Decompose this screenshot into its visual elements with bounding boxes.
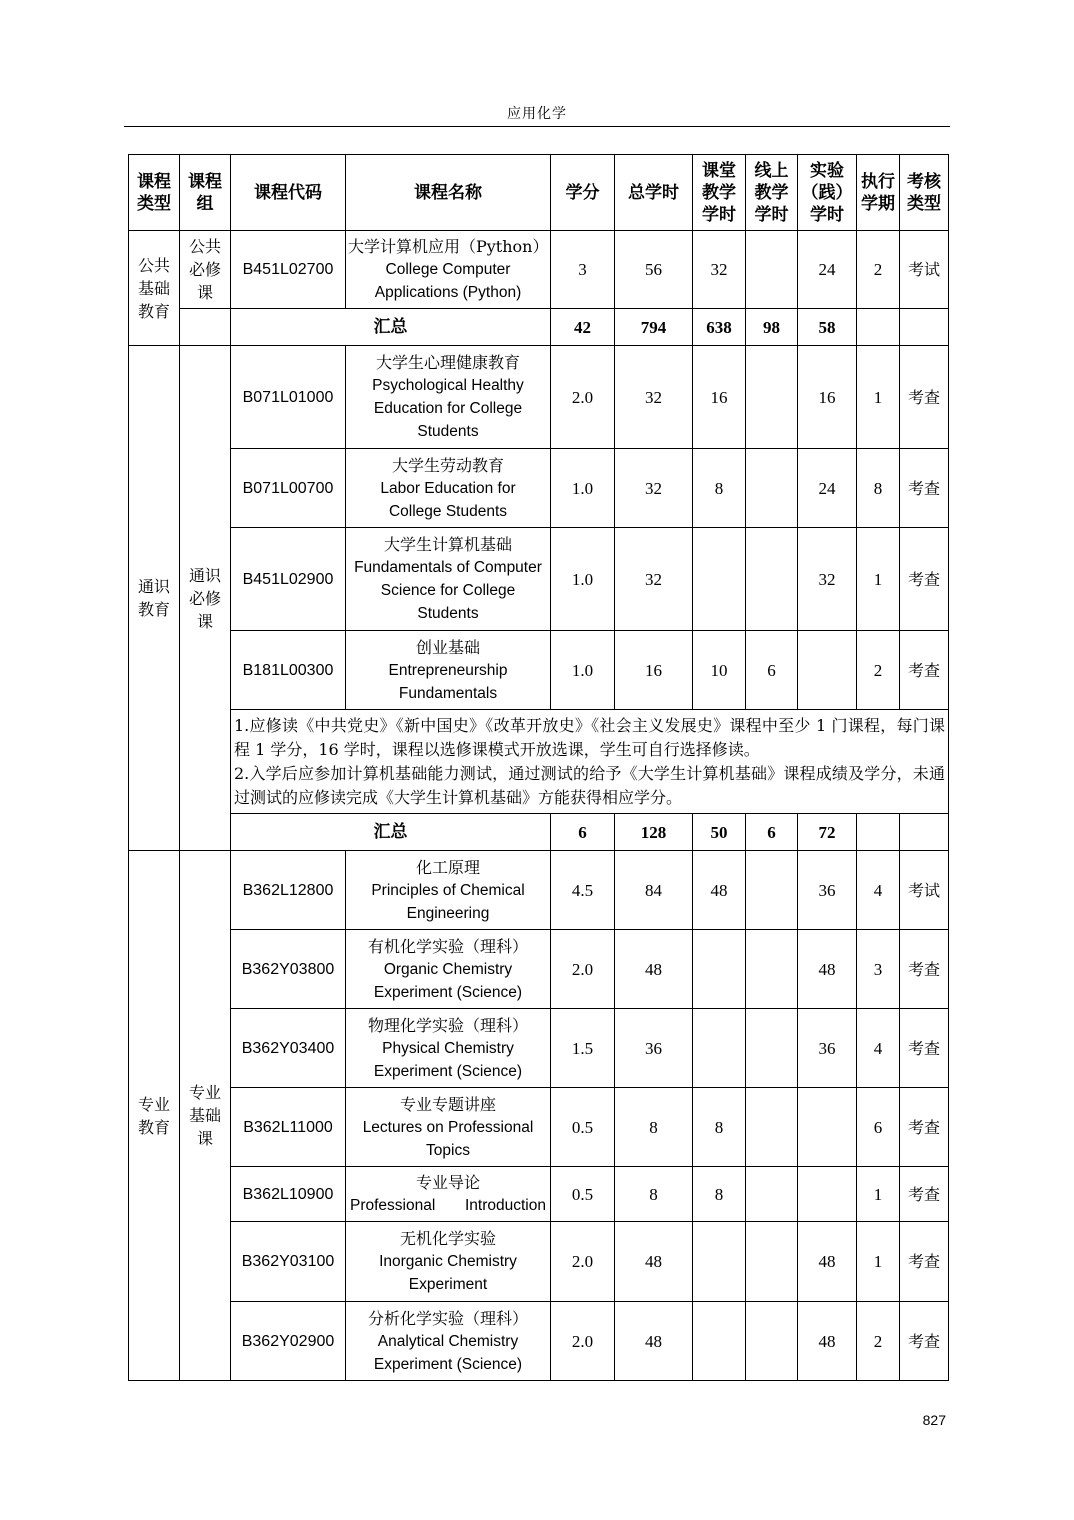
col-header-classroom-hours: 课堂 教学 学时: [693, 155, 746, 231]
col-header-online-hours: 线上 教学 学时: [746, 155, 798, 231]
course-total-hours: 36: [615, 1009, 693, 1088]
course-credit: 2.0: [551, 930, 615, 1009]
course-assessment: 考查: [900, 1167, 949, 1222]
summary-credit: 6: [551, 814, 615, 851]
course-lab-hours: [798, 1167, 857, 1222]
course-online-hours: [746, 231, 798, 309]
course-name: 专业导论 Professional Introduction: [346, 1167, 551, 1222]
course-online-hours: [746, 1302, 798, 1381]
course-assessment: 考试: [900, 851, 949, 930]
course-semester: 1: [857, 1167, 900, 1222]
course-lab-hours: 16: [798, 346, 857, 449]
summary-row: [129, 309, 949, 346]
course-assessment: 考查: [900, 449, 949, 528]
course-lab-hours: 24: [798, 449, 857, 528]
table-header-row: [129, 155, 949, 231]
course-total-hours: 32: [615, 449, 693, 528]
course-total-hours: 8: [615, 1088, 693, 1167]
col-header-type: 课程 类型: [129, 155, 180, 231]
course-assessment: 考查: [900, 346, 949, 449]
course-credit: 0.5: [551, 1167, 615, 1222]
table-row: [129, 528, 949, 631]
course-online-hours: [746, 528, 798, 631]
summary-semester: [857, 814, 900, 851]
course-classroom-hours: 32: [693, 231, 746, 309]
course-classroom-hours: 8: [693, 449, 746, 528]
course-semester: 6: [857, 1088, 900, 1167]
course-code: B451L02900: [231, 528, 346, 631]
course-assessment: 考查: [900, 1009, 949, 1088]
course-assessment: 考查: [900, 1302, 949, 1381]
course-name: 有机化学实验（理科） Organic Chemistry Experiment (Science): [346, 930, 551, 1009]
summary-total-hours: 128: [615, 814, 693, 851]
course-name: 大学生劳动教育 Labor Education for College Students: [346, 449, 551, 528]
course-code: B451L02700: [231, 231, 346, 309]
course-credit: 2.0: [551, 346, 615, 449]
course-classroom-hours: [693, 930, 746, 1009]
col-header-assessment: 考核 类型: [900, 155, 949, 231]
course-name: 大学生计算机基础 Fundamentals of Computer Science for College Students: [346, 528, 551, 631]
table-row: [129, 449, 949, 528]
section-type-cell: 公共 基础 教育: [129, 231, 180, 346]
table-row: [129, 1088, 949, 1167]
table-row: [129, 346, 949, 449]
summary-assessment: [900, 309, 949, 346]
course-classroom-hours: [693, 1009, 746, 1088]
course-semester: 4: [857, 851, 900, 930]
course-total-hours: 48: [615, 1302, 693, 1381]
course-name: 无机化学实验 Inorganic Chemistry Experiment: [346, 1222, 551, 1302]
summary-classroom-hours: 638: [693, 309, 746, 346]
course-total-hours: 48: [615, 1222, 693, 1302]
summary-label: 汇总: [231, 814, 551, 851]
course-assessment: 考查: [900, 1222, 949, 1302]
course-classroom-hours: 10: [693, 631, 746, 710]
section-group-cell: 公共 必修 课: [180, 231, 231, 309]
course-online-hours: [746, 1009, 798, 1088]
course-code: B071L00700: [231, 449, 346, 528]
course-credit: 2.0: [551, 1302, 615, 1381]
course-assessment: 考查: [900, 528, 949, 631]
course-lab-hours: 48: [798, 1302, 857, 1381]
course-credit: 0.5: [551, 1088, 615, 1167]
page-header-title: 应用化学: [507, 106, 567, 122]
table-row: [129, 231, 949, 309]
note-item: 2.入学后应参加计算机基础能力测试，通过测试的给予《大学生计算机基础》课程成绩及学分，未通过测试的应修读完成《大学生计算机基础》方能获得相应学分。: [234, 763, 945, 807]
course-semester: 3: [857, 930, 900, 1009]
course-lab-hours: [798, 631, 857, 710]
summary-classroom-hours: 50: [693, 814, 746, 851]
course-lab-hours: 32: [798, 528, 857, 631]
course-code: B362L10900: [231, 1167, 346, 1222]
course-total-hours: 84: [615, 851, 693, 930]
course-name: 分析化学实验（理科） Analytical Chemistry Experiment (Science): [346, 1302, 551, 1381]
course-credit: 1.0: [551, 449, 615, 528]
table-row: [129, 631, 949, 710]
course-lab-hours: 36: [798, 1009, 857, 1088]
course-classroom-hours: 48: [693, 851, 746, 930]
note-item: 1.应修读《中共党史》《新中国史》《改革开放史》《社会主义发展史》课程中至少 1 门课程，每门课程 1 学分，16 学时，课程以选修课模式开放选课，学生可自行选择修读。: [234, 715, 945, 759]
col-header-semester: 执行 学期: [857, 155, 900, 231]
course-online-hours: [746, 930, 798, 1009]
course-code: B362L12800: [231, 851, 346, 930]
course-classroom-hours: 8: [693, 1088, 746, 1167]
summary-lab-hours: 72: [798, 814, 857, 851]
section-group-cell: 通识 必修 课: [180, 346, 231, 851]
course-lab-hours: 24: [798, 231, 857, 309]
course-classroom-hours: [693, 528, 746, 631]
course-semester: 1: [857, 346, 900, 449]
page-number: 827: [922, 1412, 946, 1428]
summary-online-hours: 6: [746, 814, 798, 851]
col-header-name: 课程名称: [346, 155, 551, 231]
table-row: [129, 930, 949, 1009]
course-name: 创业基础 Entrepreneurship Fundamentals: [346, 631, 551, 710]
summary-row: [129, 814, 949, 851]
course-online-hours: 6: [746, 631, 798, 710]
course-code: B362Y02900: [231, 1302, 346, 1381]
course-classroom-hours: 8: [693, 1167, 746, 1222]
course-semester: 1: [857, 1222, 900, 1302]
section-group-cell: 专业 基础 课: [180, 851, 231, 1381]
summary-total-hours: 794: [615, 309, 693, 346]
col-header-code: 课程代码: [231, 155, 346, 231]
course-semester: 8: [857, 449, 900, 528]
course-semester: 2: [857, 631, 900, 710]
course-code: B362Y03400: [231, 1009, 346, 1088]
section-group-cell-blank: [180, 309, 231, 346]
table-row: [129, 1009, 949, 1088]
course-name: 化工原理 Principles of Chemical Engineering: [346, 851, 551, 930]
course-credit: 1.0: [551, 528, 615, 631]
course-online-hours: [746, 1167, 798, 1222]
course-online-hours: [746, 851, 798, 930]
course-code: B181L00300: [231, 631, 346, 710]
course-assessment: 考试: [900, 231, 949, 309]
course-name: 专业专题讲座 Lectures on Professional Topics: [346, 1088, 551, 1167]
course-semester: 4: [857, 1009, 900, 1088]
course-credit: 2.0: [551, 1222, 615, 1302]
course-semester: 1: [857, 528, 900, 631]
course-semester: 2: [857, 231, 900, 309]
course-total-hours: 8: [615, 1167, 693, 1222]
course-total-hours: 32: [615, 346, 693, 449]
course-code: B071L01000: [231, 346, 346, 449]
course-online-hours: [746, 1088, 798, 1167]
course-lab-hours: [798, 1088, 857, 1167]
notes-cell: [231, 710, 949, 814]
table-row: [129, 1302, 949, 1381]
course-name: 大学计算机应用（Python） College Computer Applications (Python): [346, 231, 551, 309]
course-online-hours: [746, 449, 798, 528]
course-table: [128, 154, 949, 1381]
summary-online-hours: 98: [746, 309, 798, 346]
course-name: 大学生心理健康教育 Psychological Healthy Education for College Students: [346, 346, 551, 449]
table-row: [129, 1167, 949, 1222]
summary-credit: 42: [551, 309, 615, 346]
course-assessment: 考查: [900, 631, 949, 710]
course-lab-hours: 48: [798, 1222, 857, 1302]
course-code: B362Y03800: [231, 930, 346, 1009]
course-credit: 4.5: [551, 851, 615, 930]
course-classroom-hours: [693, 1302, 746, 1381]
summary-lab-hours: 58: [798, 309, 857, 346]
course-classroom-hours: [693, 1222, 746, 1302]
course-total-hours: 16: [615, 631, 693, 710]
course-assessment: 考查: [900, 1088, 949, 1167]
col-header-total-hours: 总学时: [615, 155, 693, 231]
summary-semester: [857, 309, 900, 346]
course-total-hours: 48: [615, 930, 693, 1009]
course-lab-hours: 36: [798, 851, 857, 930]
section-type-cell: 通识 教育: [129, 346, 180, 851]
summary-assessment: [900, 814, 949, 851]
course-total-hours: 32: [615, 528, 693, 631]
table-row: [129, 1222, 949, 1302]
course-credit: 1.5: [551, 1009, 615, 1088]
course-assessment: 考查: [900, 930, 949, 1009]
col-header-lab-hours: 实验 （践） 学时: [798, 155, 857, 231]
course-lab-hours: 48: [798, 930, 857, 1009]
course-credit: 1.0: [551, 631, 615, 710]
course-semester: 2: [857, 1302, 900, 1381]
course-code: B362Y03100: [231, 1222, 346, 1302]
course-online-hours: [746, 1222, 798, 1302]
table-row: [129, 851, 949, 930]
summary-label: 汇总: [231, 309, 551, 346]
course-code: B362L11000: [231, 1088, 346, 1167]
col-header-credit: 学分: [551, 155, 615, 231]
course-total-hours: 56: [615, 231, 693, 309]
course-classroom-hours: 16: [693, 346, 746, 449]
section-type-cell: 专业 教育: [129, 851, 180, 1381]
course-credit: 3: [551, 231, 615, 309]
header-divider: [124, 126, 950, 127]
col-header-group: 课程 组: [180, 155, 231, 231]
notes-row: [129, 710, 949, 814]
course-name: 物理化学实验（理科） Physical Chemistry Experiment (Science): [346, 1009, 551, 1088]
course-online-hours: [746, 346, 798, 449]
